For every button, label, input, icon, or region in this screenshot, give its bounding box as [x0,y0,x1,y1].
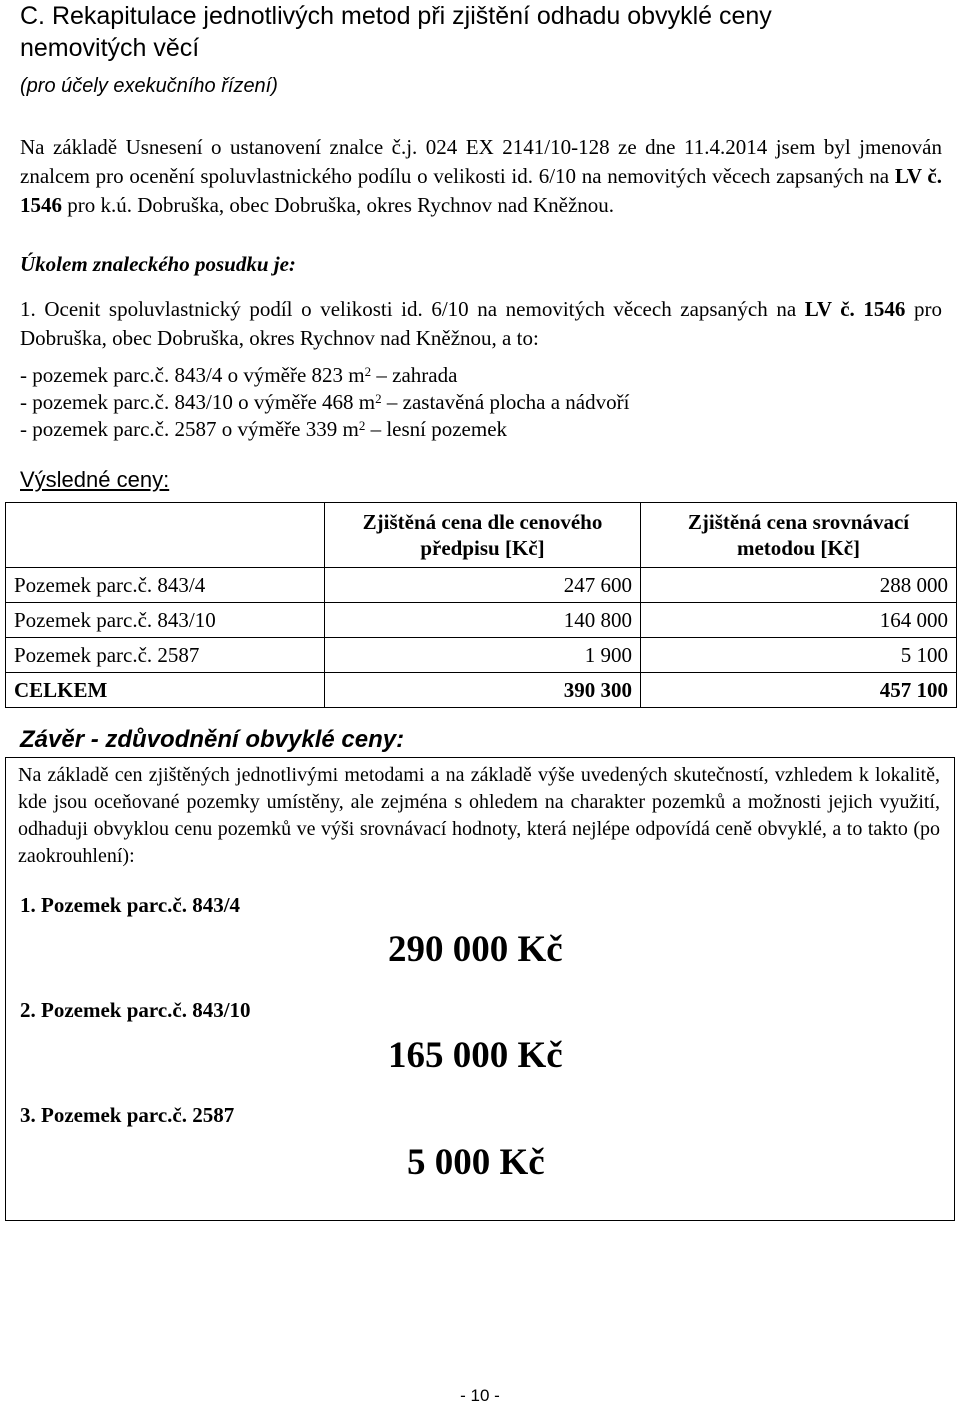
conclusion-parcel-value: 165 000 Kč [388,1035,563,1076]
intro-text-part2: pro k.ú. Dobruška, obec Dobruška, okres Rychnov nad Kněžnou. [62,193,615,217]
table-header-empty [6,503,325,568]
row-price1: 140 800 [325,603,641,638]
intro-text-part1: Na základě Usnesení o ustanovení znalce č.j. 024 EX 2141/10-128 ze dne 11.4.2014 jsem byl jmenován znalcem pro ocenění spoluvlastnického podílu o velikosti id. 6/10 na nemovitých věcech zapsaných na [20,135,942,188]
table-header-col2: Zjištěná cena srovnávací metodou [Kč] [641,503,957,568]
table-row [6,638,957,673]
task-item-type: – zastavěná plocha a nádvoří [381,390,630,414]
table-total-row [6,673,957,708]
task-item-sup: 2 [375,391,382,406]
task-item-type: – zahrada [371,363,458,387]
section-title-line1: C. Rekapitulace jednotlivých metod při zjištění odhadu obvyklé ceny [20,2,772,30]
results-table [5,502,957,708]
section-subtitle: (pro účely exekučního řízení) [20,75,278,97]
row-price2: 5 100 [641,638,957,673]
task-text-part2: pro Dobruška, obec Dobruška, okres Rychnov nad Kněžnou, a to: [20,297,942,350]
task-item-type: – lesní pozemek [365,417,508,441]
total-label: CELKEM [6,673,325,708]
task-item [20,390,629,415]
task-item [20,363,457,388]
task-item-text: - pozemek parc.č. 843/4 o výměře 823 m [20,363,365,387]
results-heading: Výsledné ceny: [20,467,170,492]
task-item-text: - pozemek parc.č. 2587 o výměře 339 m [20,417,359,441]
row-price2: 288 000 [641,568,957,603]
total-price2: 457 100 [641,673,957,708]
conclusion-parcel-label: 1. Pozemek parc.č. 843/4 [20,893,241,917]
section-title-line2: nemovitých věcí [20,34,200,62]
conclusion-parcel-value: 5 000 Kč [407,1142,545,1183]
conclusion-text: Na základě cen zjištěných jednotlivými metodami a na základě výše uvedených skutečností, vzhledem k lokalitě, kde jsou oceňované pozemky umístěny, ale zejména s ohledem na charakter pozemků a možnosti jejich využití, odhaduji obvyklou cenu pozemků ve výši srovnávací hodnoty, která nejlépe odpovídá ceně obvyklé, a to takto (po zaokrouhlení): [18,764,940,867]
task-text-part1: 1. Ocenit spoluvlastnický podíl o velikosti id. 6/10 na nemovitých věcech zapsaných na [20,297,805,321]
intro-paragraph [20,133,942,220]
conclusion-heading: Závěr - zdůvodnění obvyklé ceny: [20,726,405,753]
row-price1: 1 900 [325,638,641,673]
table-header-row [6,503,957,568]
task-heading: Úkolem znaleckého posudku je: [20,252,296,276]
table-row [6,603,957,638]
row-price1: 247 600 [325,568,641,603]
task-item-text: - pozemek parc.č. 843/10 o výměře 468 m [20,390,376,414]
row-label: Pozemek parc.č. 843/10 [6,603,325,638]
task-lv-number: LV č. 1546 [804,297,906,321]
intro-lv-number: LV č. 1546 [20,164,942,217]
table-row [6,568,957,603]
task-item-sup: 2 [358,418,366,433]
page-number: - 10 - [460,1386,500,1405]
row-label: Pozemek parc.č. 2587 [6,638,325,673]
row-label: Pozemek parc.č. 843/4 [6,568,325,603]
conclusion-parcel-value: 290 000 Kč [388,929,563,970]
conclusion-parcel-label: 2. Pozemek parc.č. 843/10 [20,998,251,1022]
task-paragraph [20,295,942,353]
row-price2: 164 000 [641,603,957,638]
table-header-col1: Zjištěná cena dle cenového předpisu [Kč] [325,503,641,568]
total-price1: 390 300 [325,673,641,708]
task-item-sup: 2 [364,364,372,379]
task-item [20,417,507,442]
conclusion-parcel-label: 3. Pozemek parc.č. 2587 [20,1103,235,1127]
